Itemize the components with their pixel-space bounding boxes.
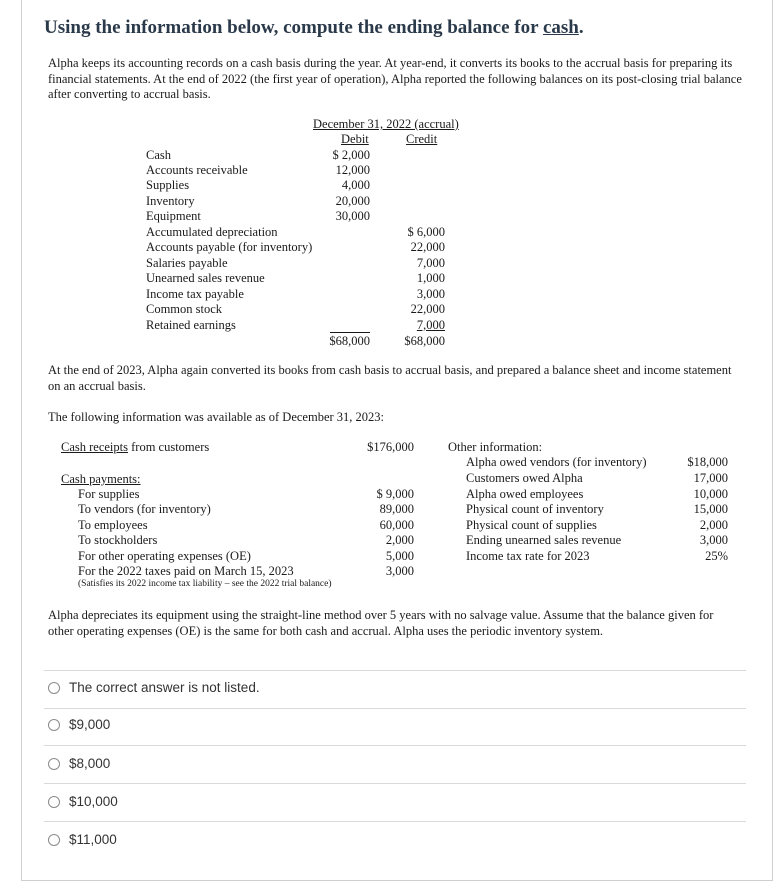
other-info-label: Ending unearned sales revenue (466, 533, 622, 547)
other-info-label: Customers owed Alpha (466, 471, 583, 485)
tb-row-account: Accounts payable (for inventory) (146, 240, 313, 254)
option-not-listed[interactable] (48, 680, 260, 695)
tb-row-credit: $ 6,000 (407, 225, 445, 239)
payment-value: 89,000 (379, 502, 414, 516)
option-10000[interactable] (48, 794, 118, 809)
tb-row-account: Retained earnings (146, 318, 236, 332)
other-info-label: Physical count of inventory (466, 502, 604, 516)
tb-row-credit: 7,000 (416, 318, 445, 332)
payment-label: To employees (78, 518, 148, 532)
tb-row-account: Salaries payable (146, 256, 228, 270)
tb-row-credit: 3,000 (416, 287, 445, 301)
payment-label: For other operating expenses (OE) (78, 549, 251, 563)
cash-receipts-label: Cash receipts from customers (61, 440, 210, 454)
option-9000[interactable] (48, 717, 110, 732)
radio-button[interactable] (48, 834, 60, 846)
other-info-value: 17,000 (693, 471, 728, 485)
payment-label: To vendors (for inventory) (78, 502, 211, 516)
option-label: $9,000 (69, 717, 111, 732)
tb-row-credit: 22,000 (410, 240, 445, 254)
payment-value: 60,000 (379, 518, 414, 532)
tax-payment-note: (Satisfies its 2022 income tax liability – see the 2022 trial balance) (78, 579, 332, 589)
radio-button[interactable] (48, 682, 60, 694)
tb-row-credit: 22,000 (410, 302, 445, 316)
payment-value: 3,000 (385, 564, 414, 578)
tb-row-account: Supplies (146, 178, 190, 192)
paragraph-2023-conversion: At the end of 2023, Alpha again converted its books from cash basis to accrual basis, and prepared a balance sheet and income statement on an accrual basis. (48, 363, 732, 393)
tb-row-account: Unearned sales revenue (146, 271, 265, 285)
option-label: $8,000 (69, 756, 111, 771)
other-info-value: 2,000 (699, 518, 728, 532)
other-info-heading: Other information: (448, 440, 543, 454)
radio-button[interactable] (48, 796, 60, 808)
other-info-label: Alpha owed vendors (for inventory) (466, 455, 647, 469)
debit-column-label: Debit (341, 132, 369, 146)
other-info-value: 10,000 (693, 487, 728, 501)
tb-row-credit: 1,000 (416, 271, 445, 285)
paragraph-info-available: The following information was available as of December 31, 2023: (48, 410, 385, 424)
option-8000[interactable] (48, 756, 110, 771)
total-debit-rule (330, 332, 370, 333)
payment-label: To stockholders (78, 533, 158, 547)
other-info-value: 3,000 (699, 533, 728, 547)
tb-row-account: Common stock (146, 302, 223, 316)
other-info-label: Income tax rate for 2023 (466, 549, 590, 563)
cash-receipts-value: $176,000 (367, 440, 414, 454)
other-info-label: Physical count of supplies (466, 518, 597, 532)
intro-paragraph: Alpha keeps its accounting records on a cash basis during the year. At year-end, it converts its books to the accrual basis for preparing its financial statements. At the end of 2022 (the first year of operation), Alpha reported the following balances on its post-closing trial balance after converting to accrual basis. (48, 56, 742, 101)
tb-row-credit: 7,000 (416, 256, 445, 270)
other-info-value: $18,000 (687, 455, 728, 469)
payment-value: 5,000 (385, 549, 414, 563)
option-divider (44, 708, 746, 709)
tb-row-debit: 20,000 (335, 194, 370, 208)
radio-button[interactable] (48, 719, 60, 731)
payment-label: For supplies (78, 487, 140, 501)
option-label: The correct answer is not listed. (69, 680, 260, 695)
credit-column-label: Credit (406, 132, 438, 146)
tb-row-account: Equipment (146, 209, 201, 223)
other-info-value: 15,000 (693, 502, 728, 516)
option-divider (44, 670, 746, 671)
option-11000[interactable] (48, 832, 117, 847)
tb-row-debit: 12,000 (335, 163, 370, 177)
trial-balance-header: December 31, 2022 (accrual) (313, 117, 459, 131)
tb-row-account: Accounts receivable (146, 163, 248, 177)
option-divider (44, 783, 746, 784)
total-debit: $68,000 (329, 334, 370, 348)
radio-button[interactable] (48, 758, 60, 770)
tb-row-account: Cash (146, 148, 171, 162)
tb-row-debit: 4,000 (341, 178, 370, 192)
question-title: Using the information below, compute the ending balance for cash. (44, 17, 584, 38)
tb-row-account: Inventory (146, 194, 195, 208)
option-label: $10,000 (69, 794, 118, 809)
payment-label: For the 2022 taxes paid on March 15, 2023 (78, 564, 294, 578)
tb-row-debit: $ 2,000 (332, 148, 370, 162)
option-label: $11,000 (69, 832, 117, 847)
option-divider (44, 821, 746, 822)
option-divider (44, 745, 746, 746)
other-info-value: 25% (705, 549, 728, 563)
payment-value: 2,000 (385, 533, 414, 547)
cash-payments-label: Cash payments: (61, 472, 141, 486)
paragraph-depreciation: Alpha depreciates its equipment using the straight-line method over 5 years with no salvage value. Assume that the balance given for other operating expenses (OE) is the same for both cash and accrual. Alpha uses the periodic inventory system. (48, 608, 714, 638)
tb-row-account: Income tax payable (146, 287, 244, 301)
tb-row-debit: 30,000 (335, 209, 370, 223)
payment-value: $ 9,000 (376, 487, 414, 501)
total-credit: $68,000 (404, 334, 445, 348)
tb-row-account: Accumulated depreciation (146, 225, 278, 239)
other-info-label: Alpha owed employees (466, 487, 584, 501)
